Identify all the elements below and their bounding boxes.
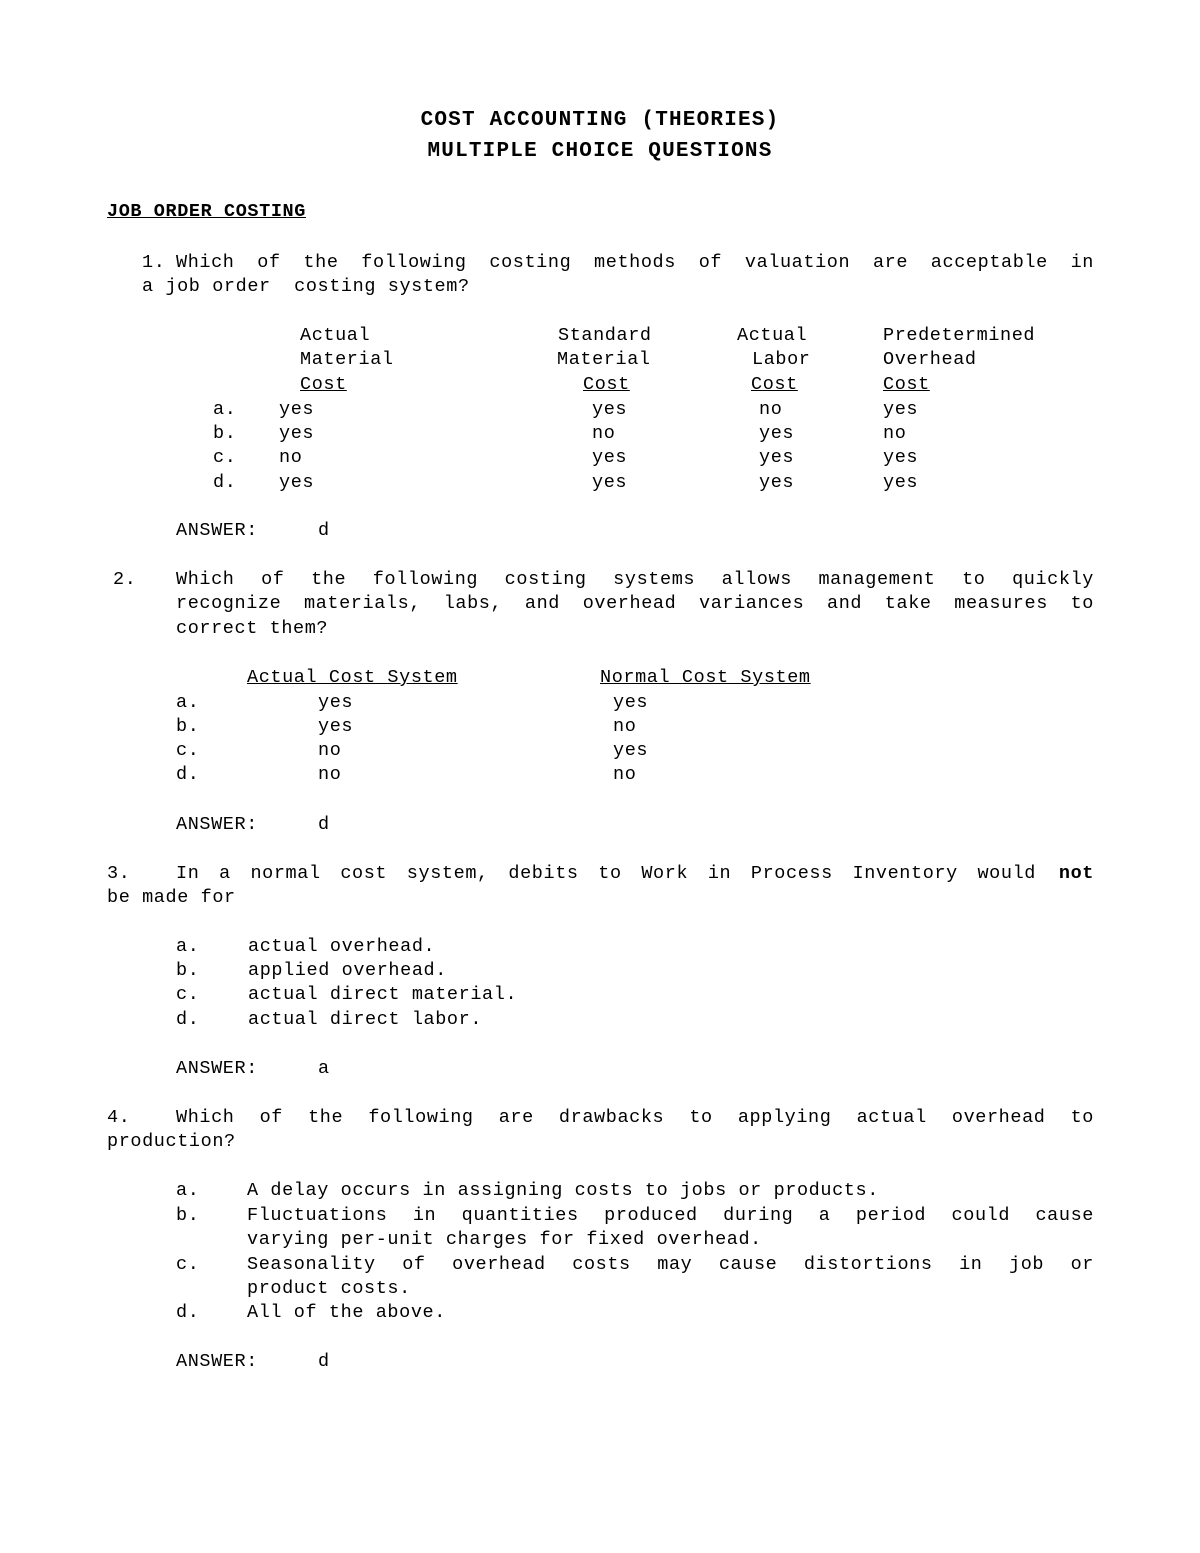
q3-text-line2: be made for bbox=[107, 887, 236, 908]
q1-col2-header-1: Standard bbox=[558, 325, 652, 346]
q1-row-a-letter: a. bbox=[213, 399, 237, 420]
q2-row-c-letter: c. bbox=[176, 740, 200, 761]
q1-row-c-c2: yes bbox=[592, 447, 628, 468]
q1-row-b-c4: no bbox=[883, 423, 907, 444]
q2-row-a-c2: yes bbox=[613, 692, 649, 713]
q1-row-a-c1: yes bbox=[279, 399, 315, 420]
q3-option-b-text: applied overhead. bbox=[248, 960, 447, 981]
q1-col3-header-1: Actual bbox=[737, 325, 808, 346]
q2-row-d-c2: no bbox=[613, 764, 637, 785]
q1-col4-header-1: Predetermined bbox=[883, 325, 1036, 346]
q4-option-d-text: All of the above. bbox=[247, 1302, 446, 1323]
q4-option-a-letter: a. bbox=[176, 1180, 200, 1201]
q3-option-a-letter: a. bbox=[176, 936, 200, 957]
q4-option-b-text2: varying per-unit charges for fixed overhead. bbox=[247, 1229, 762, 1250]
q4-option-c-text2: product costs. bbox=[247, 1278, 411, 1299]
q1-text-line2: a job order costing system? bbox=[142, 276, 470, 297]
q2-number: 2. bbox=[113, 569, 137, 590]
q1-row-d-letter: d. bbox=[213, 472, 237, 493]
q4-option-d-letter: d. bbox=[176, 1302, 200, 1323]
q1-row-c-c1: no bbox=[279, 447, 303, 468]
q3-text-not: not bbox=[1058, 863, 1094, 884]
q2-text-line2: recognize materials, labs, and overhead variances and take measures to bbox=[176, 593, 1094, 614]
q1-col2-header-3: Cost bbox=[583, 374, 630, 395]
q3-text-line1: In a normal cost system, debits to Work in Process Inventory would bbox=[176, 863, 1036, 884]
q4-text-line1: Which of the following are drawbacks to applying actual overhead to bbox=[176, 1107, 1094, 1128]
q1-col3-header-3: Cost bbox=[751, 374, 798, 395]
q1-col1-header-3: Cost bbox=[300, 374, 347, 395]
q2-row-c-c2: yes bbox=[613, 740, 649, 761]
q1-row-d-c1: yes bbox=[279, 472, 315, 493]
q1-col2-header-2: Material bbox=[557, 349, 651, 370]
q2-answer-label: ANSWER: bbox=[176, 814, 258, 835]
q2-row-d-c1: no bbox=[318, 764, 342, 785]
q1-row-c-letter: c. bbox=[213, 447, 237, 468]
q4-option-a-text: A delay occurs in assigning costs to jobs or products. bbox=[247, 1180, 879, 1201]
q1-col3-header-2: Labor bbox=[752, 349, 811, 370]
q3-answer-value: a bbox=[318, 1058, 330, 1079]
q2-row-b-c2: no bbox=[613, 716, 637, 737]
q2-text-line3: correct them? bbox=[176, 618, 329, 639]
q4-answer-label: ANSWER: bbox=[176, 1351, 258, 1372]
q1-row-b-letter: b. bbox=[213, 423, 237, 444]
q1-row-d-c4: yes bbox=[883, 472, 919, 493]
q3-option-d-letter: d. bbox=[176, 1009, 200, 1030]
q2-row-c-c1: no bbox=[318, 740, 342, 761]
q2-row-b-c1: yes bbox=[318, 716, 354, 737]
q1-col1-header-1: Actual bbox=[300, 325, 371, 346]
q4-answer-value: d bbox=[318, 1351, 330, 1372]
q2-row-a-c1: yes bbox=[318, 692, 354, 713]
q3-number: 3. bbox=[107, 863, 131, 884]
q2-row-a-letter: a. bbox=[176, 692, 200, 713]
q3-option-d-text: actual direct labor. bbox=[248, 1009, 483, 1030]
document-subtitle: MULTIPLE CHOICE QUESTIONS bbox=[427, 140, 773, 163]
q2-row-d-letter: d. bbox=[176, 764, 200, 785]
q3-option-c-text: actual direct material. bbox=[248, 984, 518, 1005]
q1-number: 1. bbox=[142, 252, 166, 273]
q3-answer-label: ANSWER: bbox=[176, 1058, 258, 1079]
document-title: COST ACCOUNTING (THEORIES) bbox=[420, 109, 780, 132]
q2-col1-header: Actual Cost System bbox=[247, 667, 458, 688]
q3-option-a-text: actual overhead. bbox=[248, 936, 436, 957]
q1-row-a-c3: no bbox=[759, 399, 783, 420]
q1-row-b-c2: no bbox=[592, 423, 616, 444]
q4-number: 4. bbox=[107, 1107, 131, 1128]
q1-row-b-c1: yes bbox=[279, 423, 315, 444]
q3-option-b-letter: b. bbox=[176, 960, 200, 981]
q2-answer-value: d bbox=[318, 814, 330, 835]
section-heading: JOB ORDER COSTING bbox=[107, 201, 306, 222]
q2-text-line1: Which of the following costing systems allows management to quickly bbox=[176, 569, 1094, 590]
q1-text-line1: Which of the following costing methods of valuation are acceptable in bbox=[176, 252, 1094, 273]
q4-option-b-letter: b. bbox=[176, 1205, 200, 1226]
q3-text-line1-wrap bbox=[176, 863, 1094, 885]
q1-col4-header-2: Overhead bbox=[883, 349, 977, 370]
q1-row-c-c3: yes bbox=[759, 447, 795, 468]
q2-col2-header: Normal Cost System bbox=[600, 667, 811, 688]
q1-row-a-c4: yes bbox=[883, 399, 919, 420]
q1-answer-label: ANSWER: bbox=[176, 520, 258, 541]
q1-row-d-c2: yes bbox=[592, 472, 628, 493]
q2-row-b-letter: b. bbox=[176, 716, 200, 737]
q1-col4-header-3: Cost bbox=[883, 374, 930, 395]
q1-row-d-c3: yes bbox=[759, 472, 795, 493]
q3-option-c-letter: c. bbox=[176, 984, 200, 1005]
q1-answer-value: d bbox=[318, 520, 330, 541]
q1-row-a-c2: yes bbox=[592, 399, 628, 420]
q4-option-c-letter: c. bbox=[176, 1254, 200, 1275]
q4-text-line2: production? bbox=[107, 1131, 236, 1152]
q1-col1-header-2: Material bbox=[300, 349, 394, 370]
q1-row-c-c4: yes bbox=[883, 447, 919, 468]
q4-option-c-text: Seasonality of overhead costs may cause distortions in job or bbox=[247, 1254, 1094, 1275]
q1-row-b-c3: yes bbox=[759, 423, 795, 444]
q4-option-b-text: Fluctuations in quantities produced during a period could cause bbox=[247, 1205, 1094, 1226]
